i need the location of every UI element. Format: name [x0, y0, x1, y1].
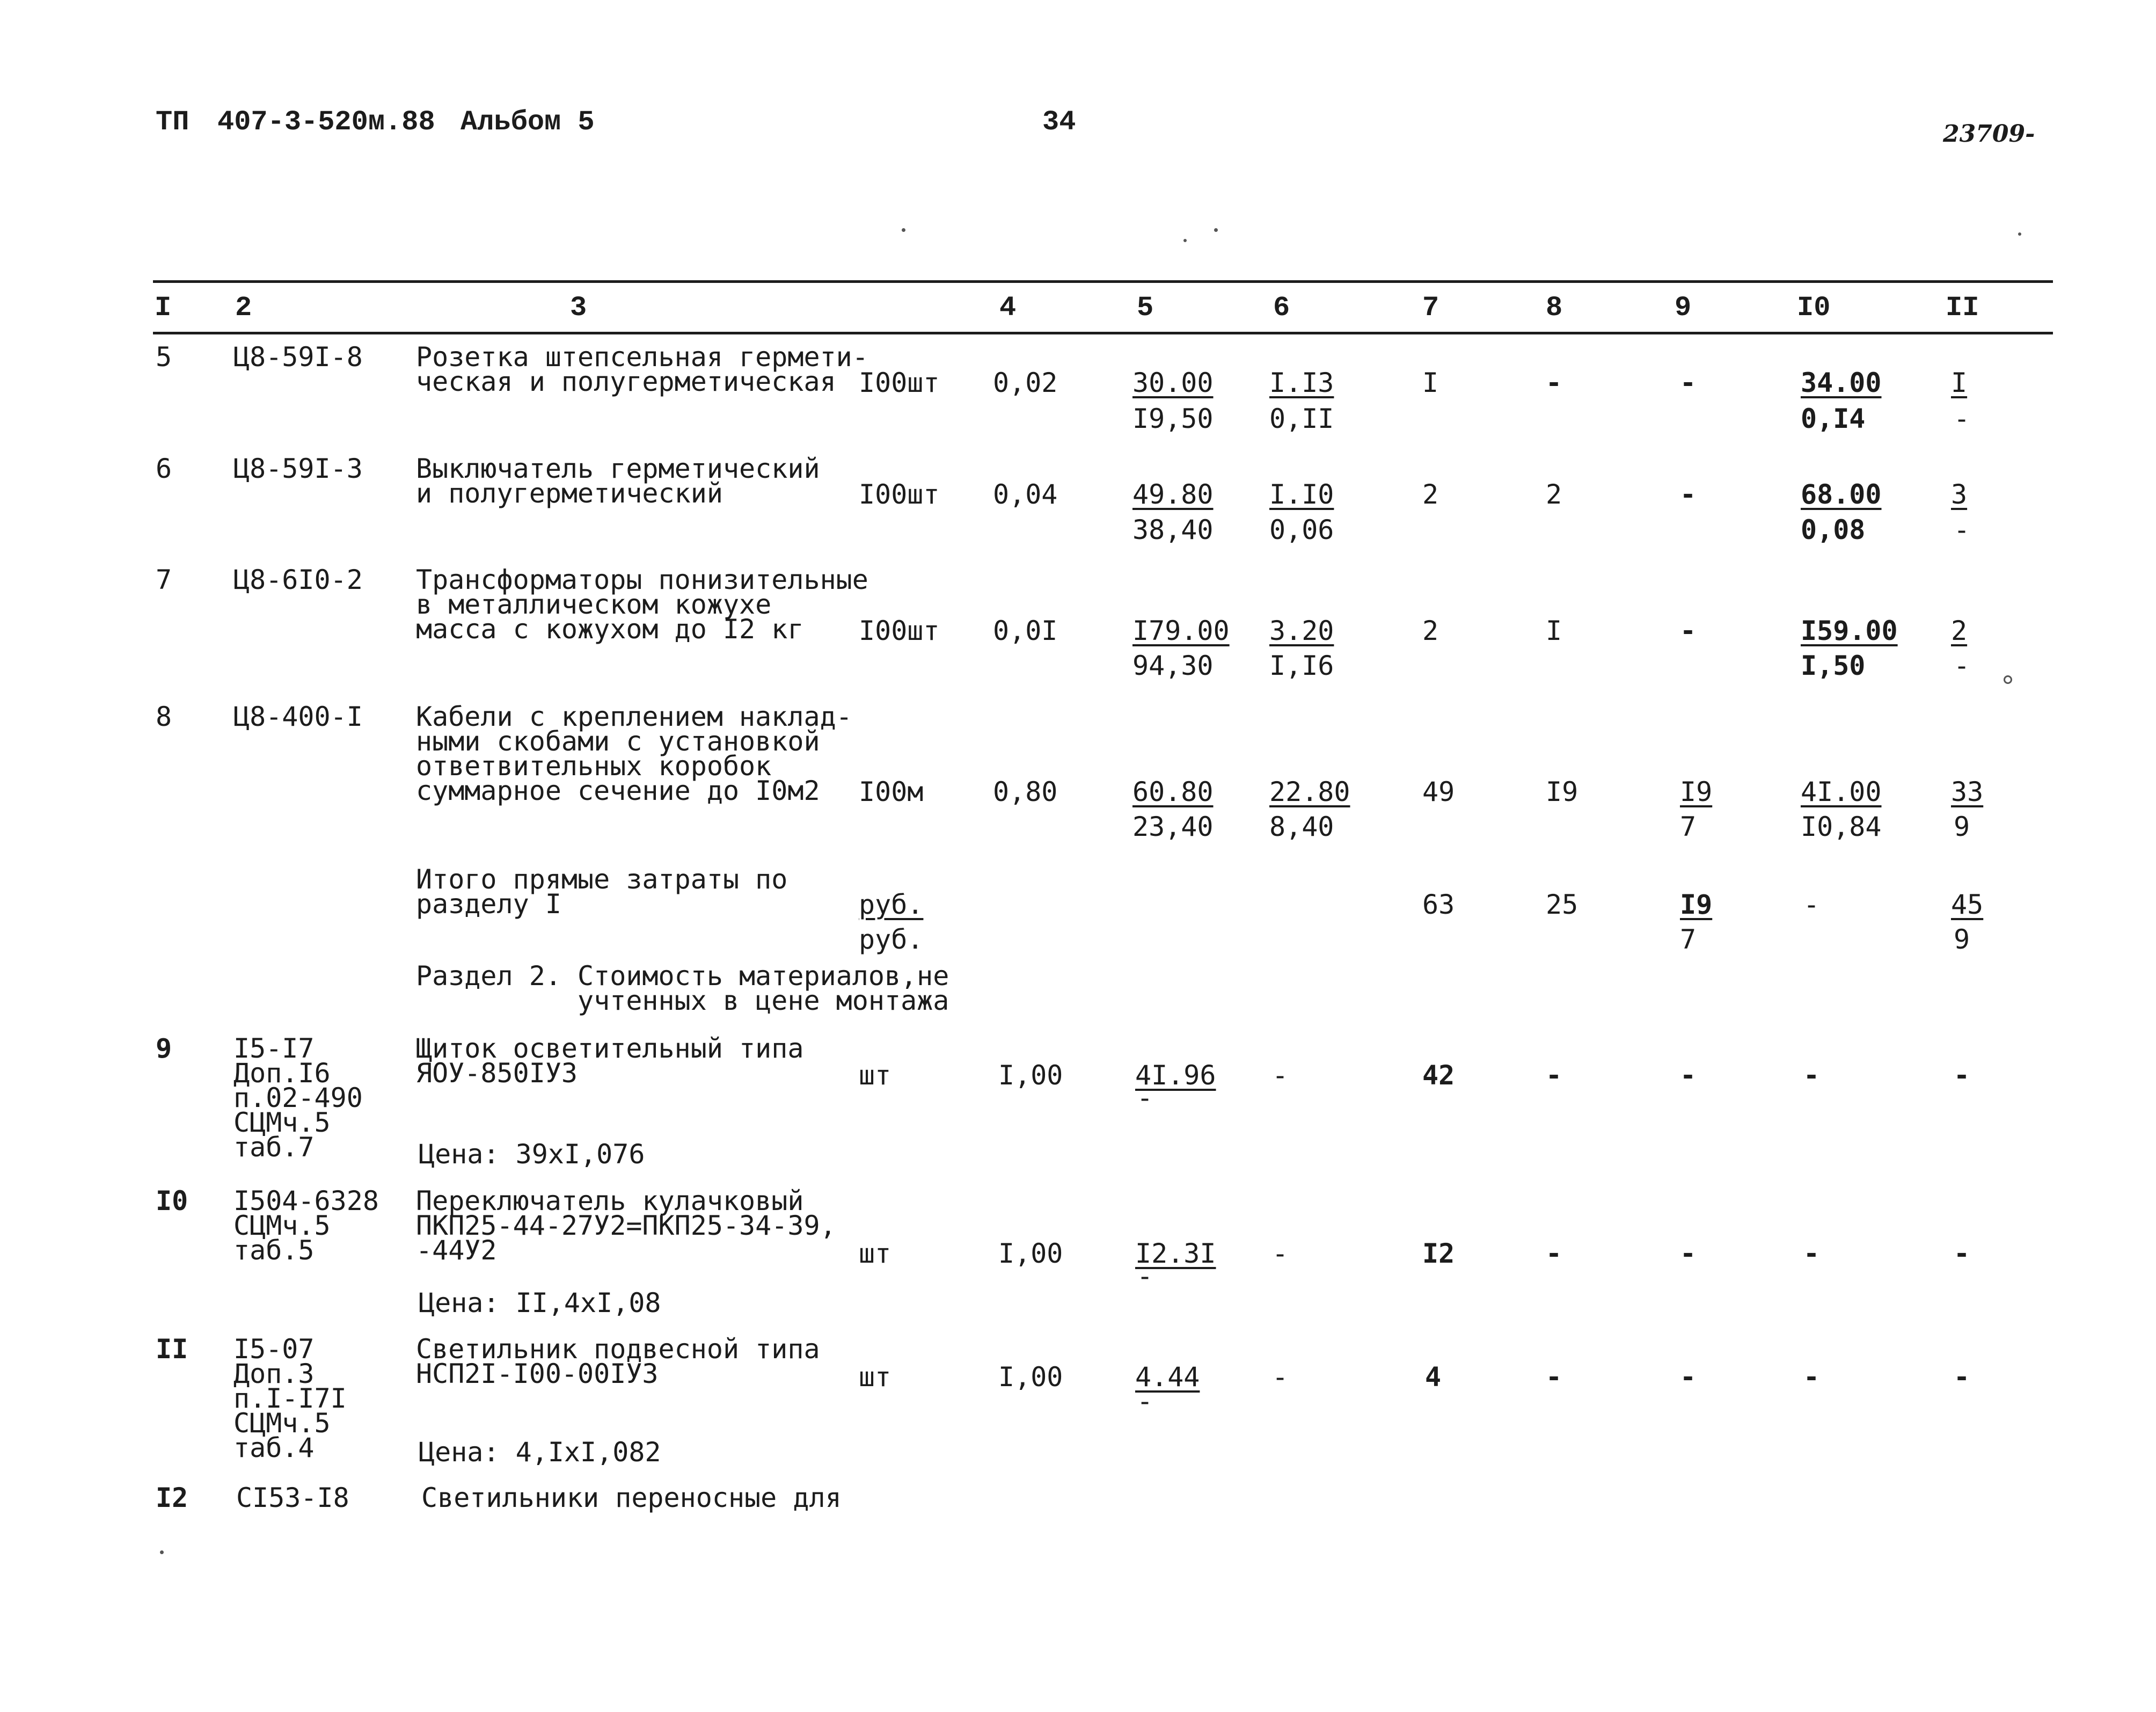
row-c7: I [1422, 367, 1439, 398]
row-price-note: Цена: 4,IхI,082 [419, 1437, 661, 1468]
row-c10-bottom: 0,I4 [1801, 403, 1866, 434]
scan-speck [160, 1550, 164, 1554]
row-c10-bottom: 0,08 [1801, 514, 1866, 545]
row-c6-top: I.I3 [1269, 367, 1334, 398]
row-price-note: Цена: 39хI,076 [419, 1139, 645, 1170]
row-c9: - [1680, 615, 1697, 646]
scan-speck [1214, 228, 1218, 232]
row-c7: 4 [1425, 1361, 1442, 1393]
row-c5-bottom: - [1137, 1386, 1153, 1417]
total-c11-bottom: 9 [1954, 924, 1970, 955]
row-description: Трансформаторы понизительные в металлическом кожухе масса с кожухом до I2 кг [416, 564, 868, 645]
row-number: 7 [156, 564, 172, 595]
row-c10-bottom: I,50 [1801, 650, 1866, 681]
row-code: I504-6328 СЦМч.5 таб.5 [233, 1185, 379, 1266]
col-header-9: 9 [1675, 292, 1692, 324]
row-c6-bottom: I,I6 [1269, 650, 1334, 681]
col-header-1: I [155, 292, 172, 324]
row-c9: - [1680, 1361, 1697, 1393]
row-unit: I00шт [859, 615, 940, 646]
row-c10-top: 68.00 [1801, 479, 1882, 510]
row-c6-bottom: 0,II [1269, 403, 1334, 434]
row-c8: I [1546, 615, 1562, 646]
row-number: 6 [156, 453, 172, 484]
row-c5-bottom: I9,50 [1132, 403, 1214, 434]
row-description: Переключатель кулачковый ПКП25-44-27У2=ПКП25-34-39, -44У2 [416, 1185, 836, 1266]
row-description: Выключатель герметический и полугерметический [416, 453, 820, 509]
row-price-note: Цена: II,4хI,08 [419, 1287, 661, 1318]
row-description: Розетка штепсельная гермети- ческая и полугерметическая [416, 341, 868, 397]
row-c9: - [1680, 367, 1697, 398]
row-c10: - [1803, 1060, 1820, 1091]
row-c6-top: 22.80 [1269, 776, 1350, 807]
row-c6-bottom: 8,40 [1269, 811, 1334, 842]
table-top-rule [153, 280, 2053, 283]
row-c11-bottom: - [1954, 650, 1970, 681]
row-unit: шт [859, 1060, 891, 1091]
row-c7: 2 [1422, 479, 1439, 510]
col-header-2: 2 [235, 292, 252, 324]
row-c5-top: I2.3I [1135, 1238, 1216, 1269]
scan-speck [1183, 239, 1187, 242]
scan-speck [2018, 232, 2021, 236]
row-description: Светильник подвесной типа НСП2I-I00-00IУ3 [416, 1334, 820, 1389]
row-c10-top: 34.00 [1801, 367, 1882, 398]
table-header-rule [153, 332, 2053, 334]
row-unit: I00шт [859, 367, 940, 398]
row-c6-top: 3.20 [1269, 615, 1334, 646]
row-c6-top: I.I0 [1269, 479, 1334, 510]
total-description: Итого прямые затраты по разделу I [416, 864, 788, 920]
total-unit-bottom: руб. [859, 924, 924, 955]
total-c8: 25 [1546, 889, 1578, 920]
row-description: Кабели с креплением наклад- ными скобами с установкой ответвительных коробок суммарное сечение до I0м2 [416, 701, 852, 806]
row-number: 5 [156, 341, 172, 373]
row-c11-top: 33 [1951, 776, 1984, 807]
col-header-5: 5 [1137, 292, 1154, 324]
row-c5-top: 49.80 [1132, 479, 1214, 510]
archive-stamp: 23709- [1943, 120, 2035, 148]
row-c8: - [1546, 1060, 1562, 1091]
row-quantity: I,00 [998, 1238, 1063, 1269]
row-c6: - [1272, 1238, 1289, 1269]
row-number: I2 [156, 1482, 188, 1513]
row-c10-top: 4I.00 [1801, 776, 1882, 807]
row-c10-bottom: I0,84 [1801, 811, 1882, 842]
row-code: Ц8-59I-3 [233, 453, 363, 484]
row-number: I0 [156, 1185, 188, 1216]
row-c10-top: I59.00 [1801, 615, 1898, 646]
album-label: Альбом 5 [461, 106, 595, 138]
col-header-3: 3 [570, 292, 587, 324]
row-c5-top: 60.80 [1132, 776, 1214, 807]
row-c7: 42 [1422, 1060, 1455, 1091]
section-heading: Раздел 2. Стоимость материалов,не учтенных в цене монтажа [416, 960, 949, 1016]
row-unit: шт [859, 1361, 891, 1393]
row-number: 9 [156, 1033, 172, 1064]
col-header-10: I0 [1797, 292, 1831, 324]
row-c9: - [1680, 1238, 1697, 1269]
row-number: 8 [156, 701, 172, 732]
row-c11-top: 2 [1951, 615, 1968, 646]
row-c9-bottom: 7 [1680, 811, 1697, 842]
row-quantity: 0,02 [993, 367, 1058, 398]
row-c11: - [1954, 1060, 1970, 1091]
row-c8: - [1546, 367, 1562, 398]
row-code: Ц8-400-I [233, 701, 363, 732]
row-c9: - [1680, 479, 1697, 510]
row-c6: - [1272, 1060, 1289, 1091]
row-c7: I2 [1422, 1238, 1455, 1269]
col-header-6: 6 [1273, 292, 1290, 324]
row-quantity: I,00 [998, 1361, 1063, 1393]
row-quantity: 0,04 [993, 479, 1058, 510]
col-header-11: II [1946, 292, 1979, 324]
page-number: 34 [1042, 106, 1076, 138]
row-c8: 2 [1546, 479, 1562, 510]
row-c8: I9 [1546, 776, 1578, 807]
row-code: Ц8-59I-8 [233, 341, 363, 373]
row-c5-top: 4I.96 [1135, 1060, 1216, 1091]
row-code: CI53-I8 [236, 1482, 349, 1513]
row-c6-bottom: 0,06 [1269, 514, 1334, 545]
row-c11-top: I [1951, 367, 1968, 398]
row-quantity: 0,80 [993, 776, 1058, 807]
row-c9: - [1680, 1060, 1697, 1091]
row-quantity: I,00 [998, 1060, 1063, 1091]
row-c11-top: 3 [1951, 479, 1968, 510]
row-c5-bottom: - [1137, 1261, 1153, 1292]
total-c10: - [1803, 889, 1820, 920]
row-c11: - [1954, 1361, 1970, 1393]
row-unit: I00м [859, 776, 924, 807]
row-code: Ц8-6I0-2 [233, 564, 363, 595]
row-c10: - [1803, 1238, 1820, 1269]
col-header-4: 4 [999, 292, 1017, 324]
row-c5-top: I79.00 [1132, 615, 1230, 646]
row-number: II [156, 1334, 188, 1365]
row-c5-top: 30.00 [1132, 367, 1214, 398]
row-c11-bottom: - [1954, 403, 1970, 434]
row-c5-bottom: 23,40 [1132, 811, 1214, 842]
row-c11-bottom: - [1954, 514, 1970, 545]
row-c11-bottom: 9 [1954, 811, 1970, 842]
row-c10: - [1803, 1361, 1820, 1393]
row-c7: 49 [1422, 776, 1455, 807]
row-description: Светильники переносные для [421, 1482, 842, 1513]
document-series: ТП [156, 106, 189, 138]
row-c8: - [1546, 1238, 1562, 1269]
total-c9-top: I9 [1680, 889, 1713, 920]
row-code: I5-07 Доп.3 п.I-I7I СЦМч.5 таб.4 [233, 1334, 347, 1463]
row-c9-top: I9 [1680, 776, 1713, 807]
row-unit: I00шт [859, 479, 940, 510]
total-c9-bottom: 7 [1680, 924, 1697, 955]
row-c5-bottom: 94,30 [1132, 650, 1214, 681]
total-unit-top: руб. [859, 889, 924, 920]
scan-speck [2004, 675, 2012, 684]
scan-speck [902, 228, 905, 232]
row-c5-top: 4.44 [1135, 1361, 1200, 1393]
total-c7: 63 [1422, 889, 1455, 920]
row-quantity: 0,0I [993, 615, 1058, 646]
row-c6: - [1272, 1361, 1289, 1393]
row-c8: - [1546, 1361, 1562, 1393]
row-description: Щиток осветительный типа ЯОУ-850IУ3 [416, 1033, 804, 1089]
row-unit: шт [859, 1238, 891, 1269]
row-code: I5-I7 Доп.I6 п.02-490 СЦМч.5 таб.7 [233, 1033, 363, 1163]
col-header-7: 7 [1422, 292, 1439, 324]
project-number: 407-3-520м.88 [217, 106, 435, 138]
row-c5-bottom: - [1137, 1082, 1153, 1113]
row-c7: 2 [1422, 615, 1439, 646]
total-c11-top: 45 [1951, 889, 1984, 920]
row-c5-bottom: 38,40 [1132, 514, 1214, 545]
row-c11: - [1954, 1238, 1970, 1269]
col-header-8: 8 [1546, 292, 1563, 324]
